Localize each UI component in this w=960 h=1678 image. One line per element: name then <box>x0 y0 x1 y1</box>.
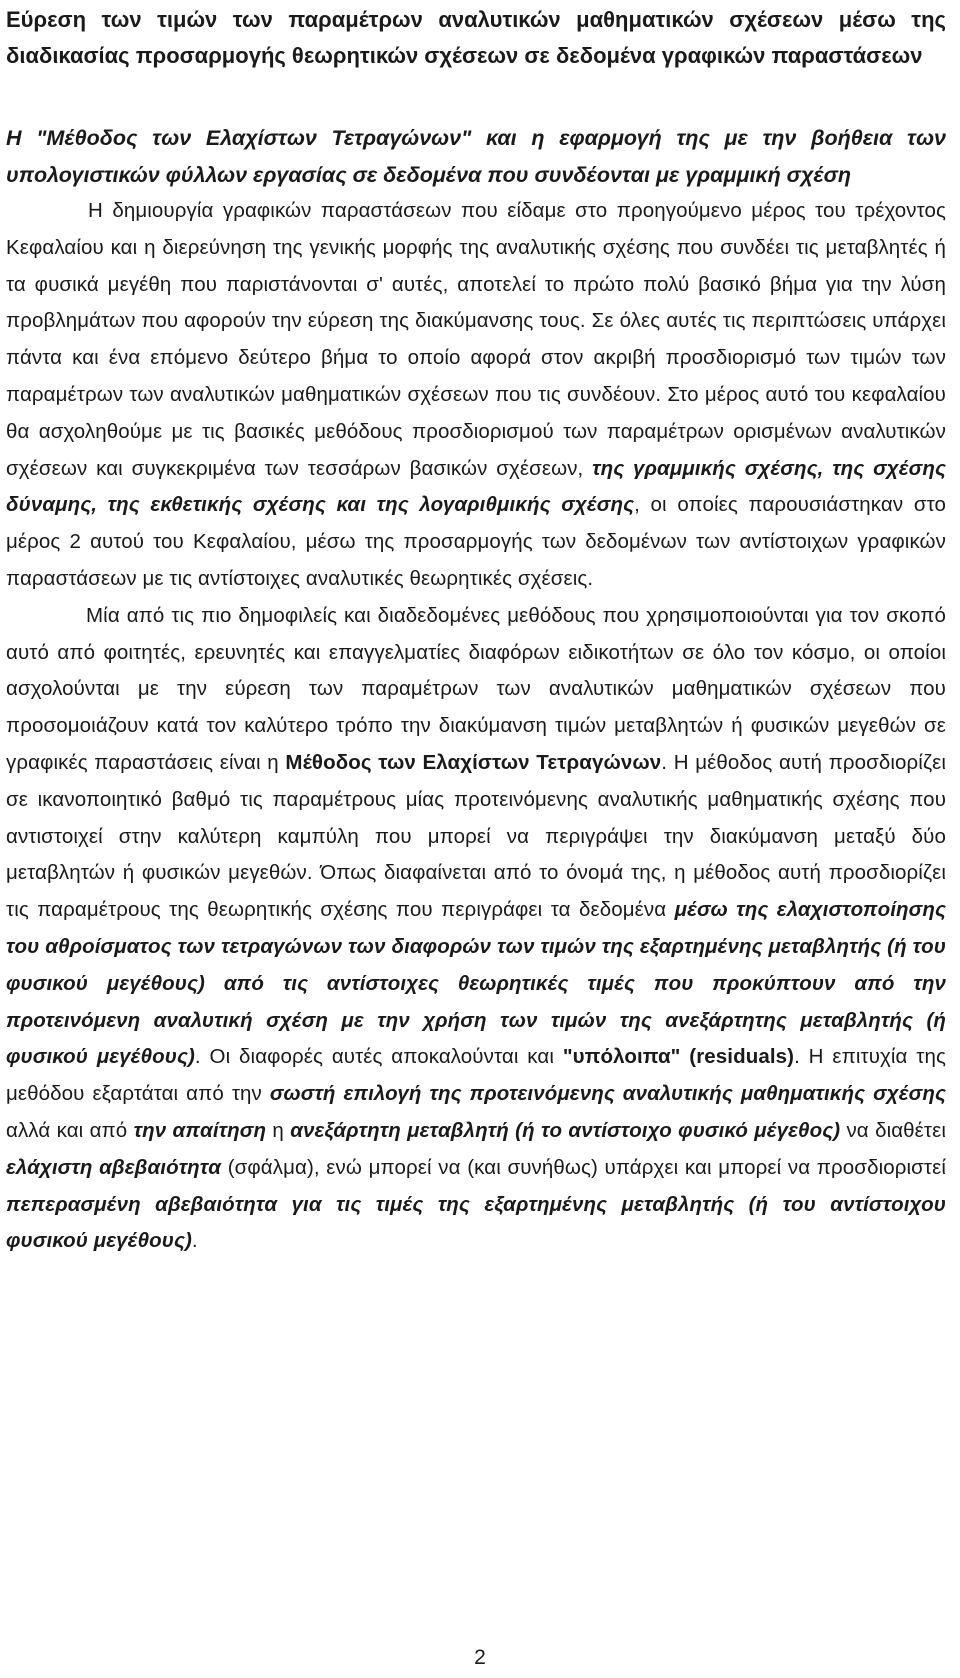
text-run: Μία από τις πιο δημοφιλείς και διαδεδομένες μεθόδους που χρησιμοποιούνται για τον σκοπό αυτό από φοιτητές, ερευνητές και επαγγελματίες διαφόρων ειδικοτήτων σε όλο τον κόσμο, οι οποίοι ασχολούνται με την εύρεση των παραμέτρων των αναλυτικών μαθηματικών σχέσεων που προσομοιάζουν κατά τον καλύτερο τρόπο την διακύμανση τιμών μεταβλητών ή φυσικών μεγεθών σε γραφικές παραστάσεις είναι η <box>6 603 946 774</box>
text-run: αλλά και από <box>6 1118 134 1142</box>
section-subtitle: Η "Μέθοδος των Ελαχίστων Τετραγώνων" και η εφαρμογή της με την βοήθεια των υπολογιστικών φύλλων εργασίας σε δεδομένα που συνδέονται με γραμμική σχέση <box>6 126 946 187</box>
text-run: (σφάλμα), ενώ μπορεί να (και συνήθως) υπάρχει και μπορεί να προσδιοριστεί <box>221 1155 946 1179</box>
text-run: σωστή επιλογή της προτεινόμενης αναλυτικής μαθηματικής σχέσης <box>269 1082 946 1106</box>
text-run: Μέθοδος των Ελαχίστων Τετραγώνων <box>285 750 662 774</box>
text-run: . <box>191 1229 198 1253</box>
text-run: , οι οποίες παρουσιάστηκαν στο μέρος 2 αυτού του Κεφαλαίου, μέσω της προσαρμογής των δεδομένων των αντίστοιχων γραφικών παραστάσεων με τις αντίστοιχες αναλυτικές θεωρητικές σχέσεις. <box>6 493 946 590</box>
text-run: πεπερασμένη αβεβαιότητα για τις τιμές της εξαρτημένης μεταβλητής (ή του αντίστοιχου φυσικού μεγέθους) <box>6 1192 946 1253</box>
text-run: μέσω της ελαχιστοποίησης του αθροίσματος των τετραγώνων των διαφορών των τιμών της εξαρτημένης μεταβλητής (ή του φυσικού μεγέθους) από τις αντίστοιχες θεωρητικές τιμές που προκύπτουν από την προτεινόμενη αναλυτική σχέση με την χρήση των τιμών της ανεξάρτητης μεταβλητής (ή φυσικού μεγέθους) <box>6 898 946 1069</box>
text-run: . Η επιτυχία της μεθόδου εξαρτάται από την <box>6 1045 946 1106</box>
text-run: η <box>266 1118 291 1142</box>
text-run: ελάχιστη αβεβαιότητα <box>6 1155 222 1179</box>
paragraph-1 <box>6 193 946 598</box>
text-run: Η δημιουργία γραφικών παραστάσεων που είδαμε στο προηγούμενο μέρος του τρέχοντος Κεφαλαίου και η διερεύνηση της γενικής μορφής της αναλυτικής σχέσης που συνδέει τις μεταβλητές ή τα φυσικά μεγέθη που παριστάνονται σ' αυτές, αποτελεί το πρώτο πολύ βασικό βήμα για την λύση προβλημάτων που αφορούν την εύρεση της διακύμανσης τους. Σε όλες αυτές τις περιπτώσεις υπάρχει πάντα και ένα επόμενο δεύτερο βήμα το οποίο αφορά στον ακριβή προσδιορισμό των τιμών των παραμέτρων των αναλυτικών μαθηματικών σχέσεων που τις συνδέουν. Στο μέρος αυτό του κεφαλαίου θα ασχοληθούμε με τις βασικές μεθόδους προσδιορισμού των παραμέτρων ορισμένων αναλυτικών σχέσεων και συγκεκριμένα των τεσσάρων βασικών σχέσεων, <box>6 199 946 480</box>
paragraph-2 <box>6 598 946 1260</box>
text-run: την απαίτηση <box>133 1118 267 1142</box>
text-run: της γραμμικής σχέσης, της σχέσης δύναμης, της εκθετικής σχέσης και της λογαριθμικής σχέσης <box>6 456 946 517</box>
text-run: "υπόλοιπα" (residuals) <box>562 1045 795 1069</box>
text-run: να διαθέτει <box>840 1118 947 1142</box>
page-number: 2 <box>474 1646 486 1669</box>
text-run: ανεξάρτητη μεταβλητή (ή το αντίστοιχο φυσικό μέγεθος) <box>290 1118 841 1142</box>
text-run: . Η μέθοδος αυτή προσδιορίζει σε ικανοποιητικό βαθμό τις παραμέτρους μίας προτεινόμενης αναλυτικής μαθηματικής σχέσης που αντιστοιχεί στην καλύτερη καμπύλη που μπορεί να περιγράψει την διακύμανση μεταξύ δύο μεταβλητών ή φυσικών μεγεθών. Όπως διαφαίνεται από το όνομά της, η μέθοδος αυτή προσδιορίζει τις παραμέτρους της θεωρητικής σχέσης που περιγράφει τα δεδομένα <box>6 750 946 922</box>
document-page <box>6 0 946 1260</box>
text-run: . Οι διαφορές αυτές αποκαλούνται και <box>194 1045 563 1069</box>
document-title: Εύρεση των τιμών των παραμέτρων αναλυτικών μαθηματικών σχέσεων μέσω της διαδικασίας προσαρμογής θεωρητικών σχέσεων σε δεδομένα γραφικών παραστάσεων <box>6 7 946 68</box>
